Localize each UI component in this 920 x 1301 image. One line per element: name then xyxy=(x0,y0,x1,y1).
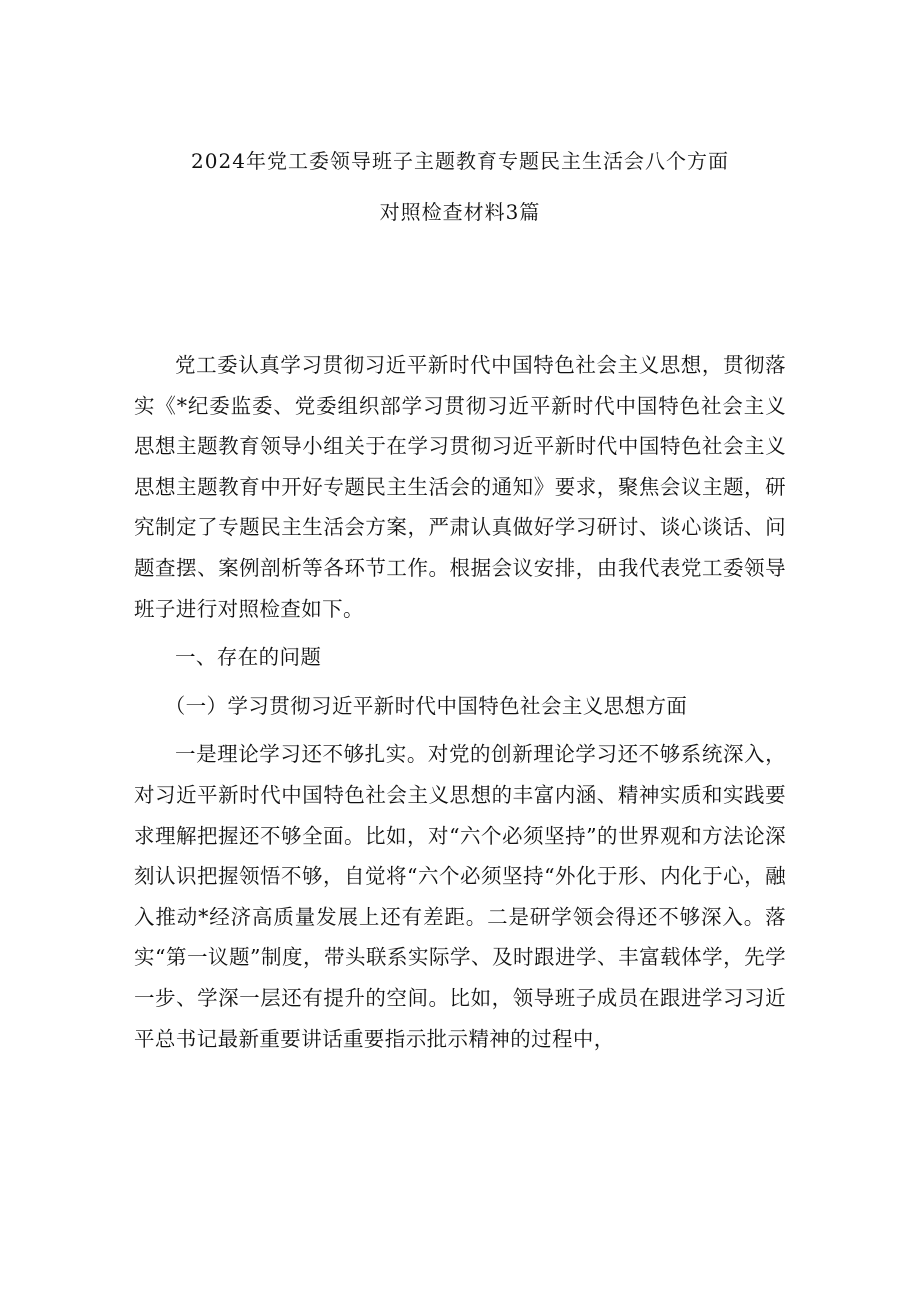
body-paragraph: 一是理论学习还不够扎实。对党的创新理论学习还不够系统深入，对习近平新时代中国特色社会主义思想的丰富内涵、精神实质和实践要求理解把握还不够全面。比如，对“六个必须坚持”的世界观和方法论深刻认识把握领悟不够，自觉将“六个必须坚持“外化于形、内化于心，融入推动*经济高质量发展上还有差距。二是研学领会得还不够深入。落实“第一议题”制度，带头联系实际学、及时跟进学、丰富载体学，先学一步、学深一层还有提升的空间。比如，领导班子成员在跟进学习习近平总书记最新重要讲话重要指示批示精神的过程中， xyxy=(134,742,786,1051)
document-body xyxy=(134,345,786,1059)
section-heading: 一、存在的问题 xyxy=(175,645,322,670)
subsection-heading: （一）学习贯彻习近平新时代中国特色社会主义思想方面 xyxy=(164,693,688,718)
intro-paragraph: 党工委认真学习贯彻习近平新时代中国特色社会主义思想，贯彻落实《*纪委监委、党委组织部学习贯彻习近平新时代中国特色社会主义思想主题教育领导小组关于在学习贯彻习近平新时代中国特色社会主义思想主题教育中开好专题民主生活会的通知》要求，聚焦会议主题，研究制定了专题民主生活会方案，严肃认真做好学习研讨、谈心谈话、问题查摆、案例剖析等各环节工作。根据会议安排，由我代表党工委领导班子进行对照检查如下。 xyxy=(134,353,786,621)
document-title-line-2: 对照检查材料3篇 xyxy=(379,200,541,224)
document-title-line-1: 2024年党工委领导班子主题教育专题民主生活会八个方面 xyxy=(191,149,729,173)
